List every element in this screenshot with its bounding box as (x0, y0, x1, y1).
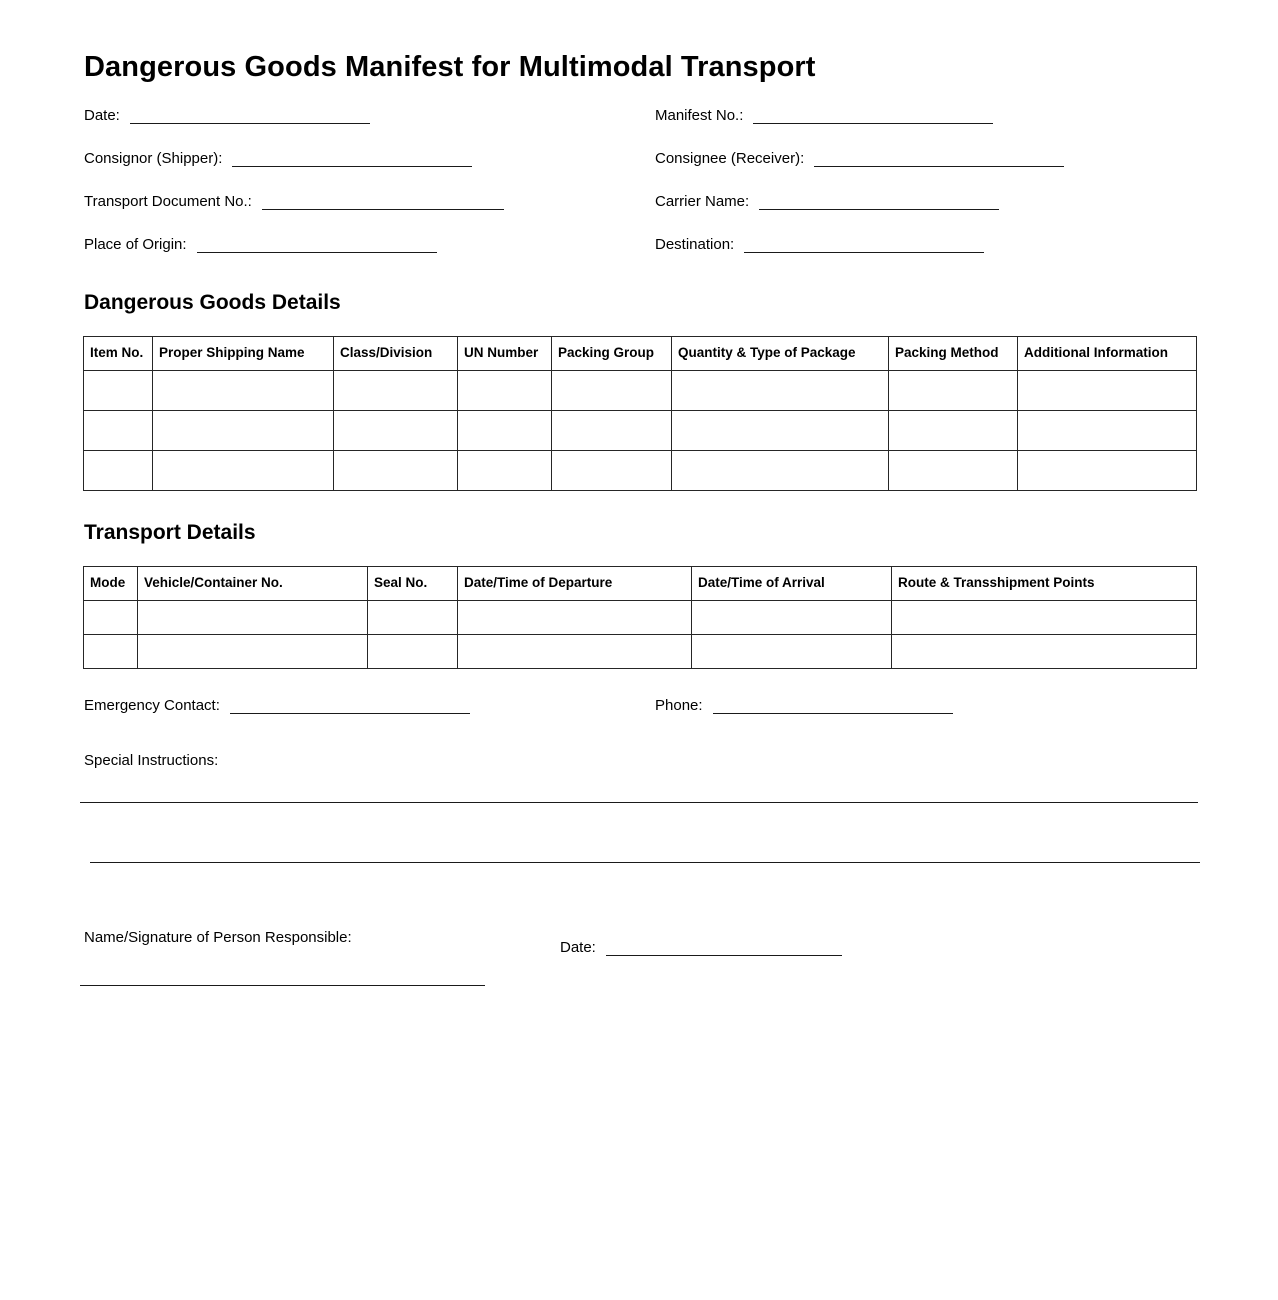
field-manifest-no[interactable] (655, 108, 993, 124)
field-input-manifest-no[interactable] (753, 108, 993, 124)
cell-datetime-of-departure[interactable] (458, 635, 692, 669)
col-proper-shipping-name: Proper Shipping Name (153, 337, 334, 371)
col-un-number: UN Number (458, 337, 552, 371)
field-label-manifest-no: Manifest No.: (655, 107, 744, 124)
field-carrier-name[interactable] (655, 194, 999, 210)
cell-datetime-of-arrival[interactable] (692, 635, 892, 669)
field-input-date[interactable] (130, 108, 370, 124)
cell-packing-group[interactable] (552, 451, 672, 491)
cell-additional-information[interactable] (1018, 411, 1197, 451)
cell-item-no[interactable] (84, 411, 153, 451)
signature-label: Name/Signature of Person Responsible: (84, 929, 352, 946)
cell-mode[interactable] (84, 601, 138, 635)
field-input-transport-document-no[interactable] (262, 194, 504, 210)
special-instructions-label: Special Instructions: (84, 752, 219, 769)
col-route-transshipment-points: Route & Transshipment Points (892, 567, 1197, 601)
cell-route-transshipment-points[interactable] (892, 635, 1197, 669)
field-input-consignor[interactable] (232, 151, 472, 167)
cell-proper-shipping-name[interactable] (153, 371, 334, 411)
field-input-emergency-contact[interactable] (230, 698, 470, 714)
field-input-phone[interactable] (713, 698, 953, 714)
cell-un-number[interactable] (458, 411, 552, 451)
col-packing-method: Packing Method (889, 337, 1018, 371)
special-instructions-input-line-2[interactable] (90, 862, 1200, 863)
field-consignee[interactable] (655, 151, 1064, 167)
cell-quantity-type-of-package[interactable] (672, 371, 889, 411)
field-input-signature-date[interactable] (606, 940, 842, 956)
cell-additional-information[interactable] (1018, 451, 1197, 491)
field-label-transport-document-no: Transport Document No.: (84, 193, 252, 210)
field-label-phone: Phone: (655, 697, 703, 714)
field-input-consignee[interactable] (814, 151, 1064, 167)
field-label-signature-date: Date: (560, 939, 596, 956)
cell-vehicle-container-no[interactable] (138, 635, 368, 669)
field-consignor[interactable] (84, 151, 472, 167)
col-quantity-type-of-package: Quantity & Type of Package (672, 337, 889, 371)
section-heading-transport-details: Transport Details (84, 521, 256, 544)
table-row (84, 371, 1197, 411)
cell-packing-group[interactable] (552, 371, 672, 411)
table-header-row (84, 337, 1197, 371)
field-input-carrier-name[interactable] (759, 194, 999, 210)
cell-packing-method[interactable] (889, 371, 1018, 411)
cell-seal-no[interactable] (368, 635, 458, 669)
cell-seal-no[interactable] (368, 601, 458, 635)
field-label-consignee: Consignee (Receiver): (655, 150, 805, 167)
cell-class-division[interactable] (334, 411, 458, 451)
field-label-carrier-name: Carrier Name: (655, 193, 750, 210)
col-class-division: Class/Division (334, 337, 458, 371)
table-row (84, 635, 1197, 669)
col-datetime-of-departure: Date/Time of Departure (458, 567, 692, 601)
col-seal-no: Seal No. (368, 567, 458, 601)
field-place-of-origin[interactable] (84, 237, 437, 253)
cell-route-transshipment-points[interactable] (892, 601, 1197, 635)
field-label-emergency-contact: Emergency Contact: (84, 697, 220, 714)
cell-proper-shipping-name[interactable] (153, 451, 334, 491)
col-datetime-of-arrival: Date/Time of Arrival (692, 567, 892, 601)
signature-input[interactable] (80, 985, 485, 986)
cell-vehicle-container-no[interactable] (138, 601, 368, 635)
table-row (84, 601, 1197, 635)
cell-class-division[interactable] (334, 371, 458, 411)
dangerous-goods-table (83, 336, 1197, 491)
special-instructions-input-line-1[interactable] (80, 802, 1198, 803)
cell-un-number[interactable] (458, 371, 552, 411)
transport-details-table (83, 566, 1197, 669)
field-label-date: Date: (84, 107, 120, 124)
field-date[interactable] (84, 108, 370, 124)
field-label-destination: Destination: (655, 236, 735, 253)
field-phone[interactable] (655, 698, 953, 714)
cell-additional-information[interactable] (1018, 371, 1197, 411)
col-vehicle-container-no: Vehicle/Container No. (138, 567, 368, 601)
table-row (84, 451, 1197, 491)
field-label-place-of-origin: Place of Origin: (84, 236, 187, 253)
field-signature-date[interactable] (560, 940, 842, 956)
cell-datetime-of-departure[interactable] (458, 601, 692, 635)
field-destination[interactable] (655, 237, 984, 253)
field-input-place-of-origin[interactable] (197, 237, 437, 253)
col-additional-information: Additional Information (1018, 337, 1197, 371)
cell-item-no[interactable] (84, 371, 153, 411)
cell-datetime-of-arrival[interactable] (692, 601, 892, 635)
table-row (84, 411, 1197, 451)
cell-quantity-type-of-package[interactable] (672, 411, 889, 451)
page-title: Dangerous Goods Manifest for Multimodal Transport (84, 51, 816, 83)
cell-class-division[interactable] (334, 451, 458, 491)
table-header-row (84, 567, 1197, 601)
section-heading-dangerous-goods: Dangerous Goods Details (84, 291, 341, 314)
field-transport-document-no[interactable] (84, 194, 504, 210)
col-mode: Mode (84, 567, 138, 601)
cell-packing-method[interactable] (889, 451, 1018, 491)
col-packing-group: Packing Group (552, 337, 672, 371)
cell-mode[interactable] (84, 635, 138, 669)
cell-item-no[interactable] (84, 451, 153, 491)
cell-packing-group[interactable] (552, 411, 672, 451)
field-label-consignor: Consignor (Shipper): (84, 150, 223, 167)
col-item-no: Item No. (84, 337, 153, 371)
field-input-destination[interactable] (744, 237, 984, 253)
field-emergency-contact[interactable] (84, 698, 470, 714)
cell-un-number[interactable] (458, 451, 552, 491)
cell-quantity-type-of-package[interactable] (672, 451, 889, 491)
cell-packing-method[interactable] (889, 411, 1018, 451)
cell-proper-shipping-name[interactable] (153, 411, 334, 451)
